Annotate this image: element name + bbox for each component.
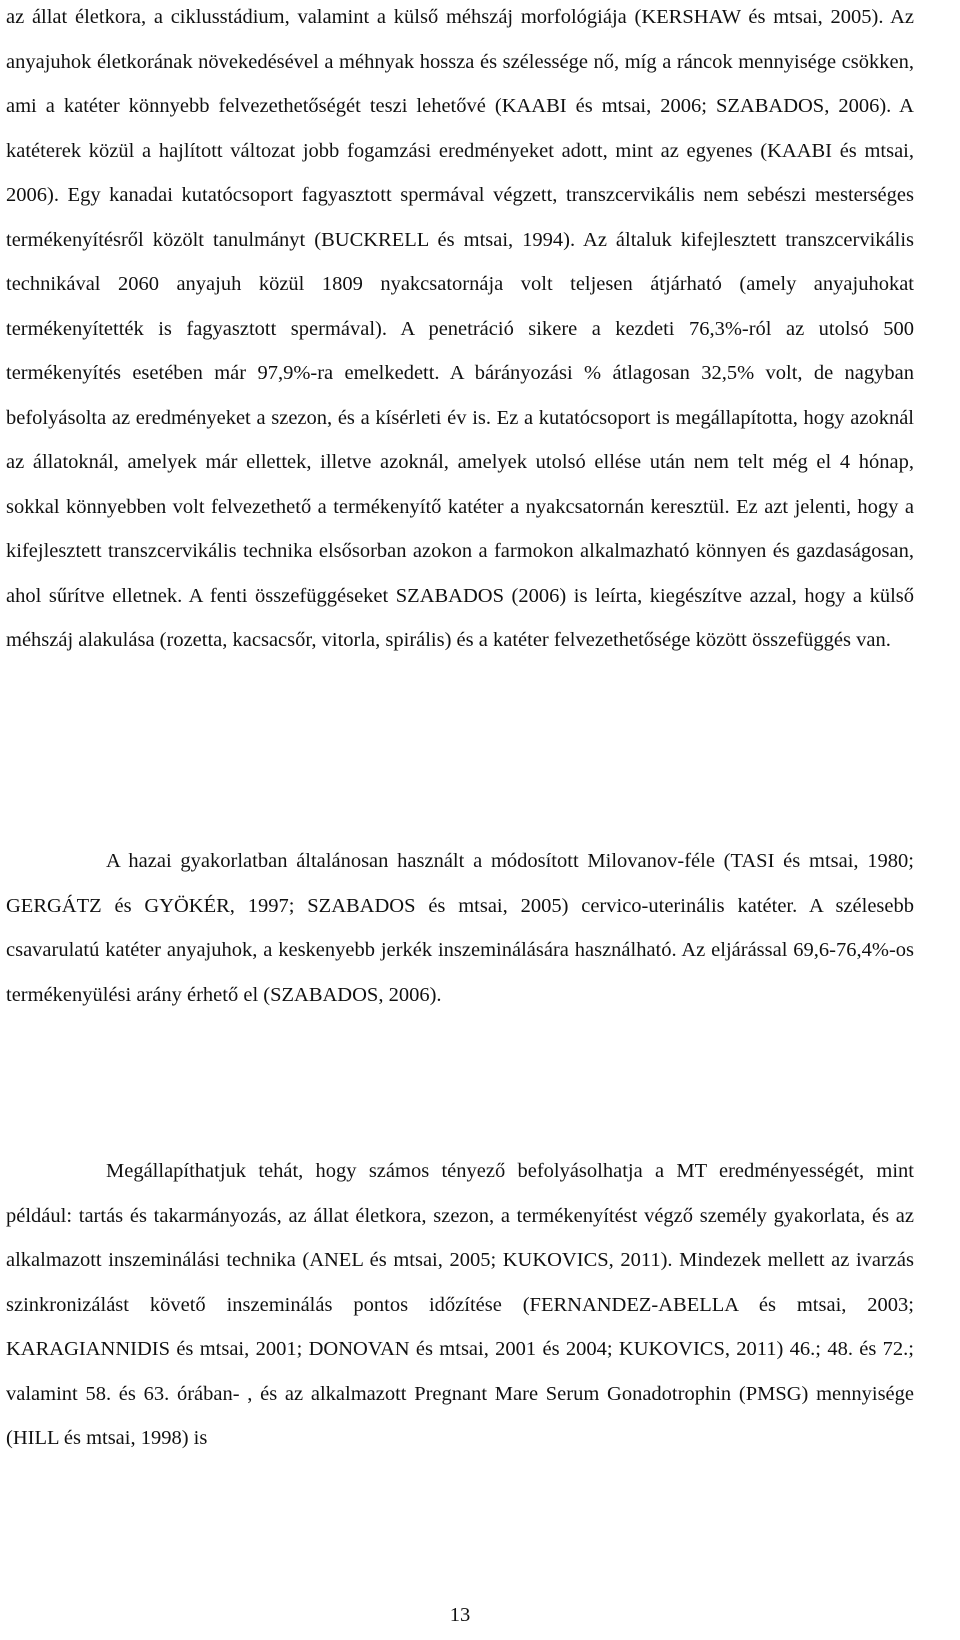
body-paragraph-1: az állat életkora, a ciklusstádium, valamint a külső méhszáj morfológiája (KERSHAW és mtsai, 2005). Az anyajuhok életkorának növekedésével a méhnyak hossza és szélessége nő, míg a ráncok mennyisége csökken, ami a katéter könnyebb felvezethetőségét teszi lehetővé (KAABI és mtsai, 2006; SZABADOS, 2006). A katéterek közül a hajlított változat jobb fogamzási eredményeket adott, mint az egyenes (KAABI és mtsai, 2006). Egy kanadai kutatócsoport fagyasztott spermával végzett, transzcervikális nem sebészi mesterséges termékenyítésről közölt tanulmányt (BUCKRELL és mtsai, 1994). Az általuk kifejlesztett transzcervikális technikával 2060 anyajuh közül 1809 nyakcsatornája volt teljesen átjárható (amely anyajuhokat termékenyítették is fagyasztott spermával). A penetráció sikere a kezdeti 76,3%-ról az utolsó 500 termékenyítés esetében már 97,9%-ra emelkedett. A bárányozási % átlagosan 32,5% volt, de nagyban befolyásolta az eredményeket a szezon, és a kísérleti év is. Ez a kutatócsoport is megállapította, hogy azoknál az állatoknál, amelyek már ellettek, illetve azoknál, amelyek utolsó ellése után nem telt még el 4 hónap, sokkal könnyebben volt felvezethető a termékenyítő katéter a nyakcsatornán keresztül. Ez azt jelenti, hogy a kifejlesztett transzcervikális technika elsősorban azokon a farmokon alkalmazható könnyen és gazdaságosan, ahol sűrítve elletnek. A fenti összefüggéseket SZABADOS (2006) is leírta, kiegészítve azzal, hogy a külső méhszáj alakulása (rozetta, kacsacsőr, vitorla, spirális) és a katéter felvezethetősége között összefüggés van. (6, 6, 914, 651)
body-paragraph-2: A hazai gyakorlatban általánosan használt a módosított Milovanov-féle (TASI és mtsai, 1980; GERGÁTZ és GYÖKÉR, 1997; SZABADOS és mtsai, 2005) cervico-uterinális katéter. A szélesebb csavarulatú katéter anyajuhok, a keskenyebb jerkék inszeminálására használható. Az eljárással 69,6-76,4%-os termékenyülési arány érhető el (SZABADOS, 2006). (6, 850, 914, 1006)
page-number: 13 (449, 1604, 471, 1626)
body-paragraph-3: Megállapíthatjuk tehát, hogy számos tényező befolyásolhatja a MT eredményességét, mint például: tartás és takarmányozás, az állat életkora, szezon, a termékenyítést végző személy gyakorlata, és az alkalmazott inszeminálási technika (ANEL és mtsai, 2005; KUKOVICS, 2011). Mindezek mellett az ivarzás szinkronizálást követő inszeminálás pontos időzítése (FERNANDEZ-ABELLA és mtsai, 2003; KARAGIANNIDIS és mtsai, 2001; DONOVAN és mtsai, 2001 és 2004; KUKOVICS, 2011) 46.; 48. és 72.; valamint 58. és 63. órában- , és az alkalmazott Pregnant Mare Serum Gonadotrophin (PMSG) mennyisége (HILL és mtsai, 1998) is (6, 1160, 914, 1449)
